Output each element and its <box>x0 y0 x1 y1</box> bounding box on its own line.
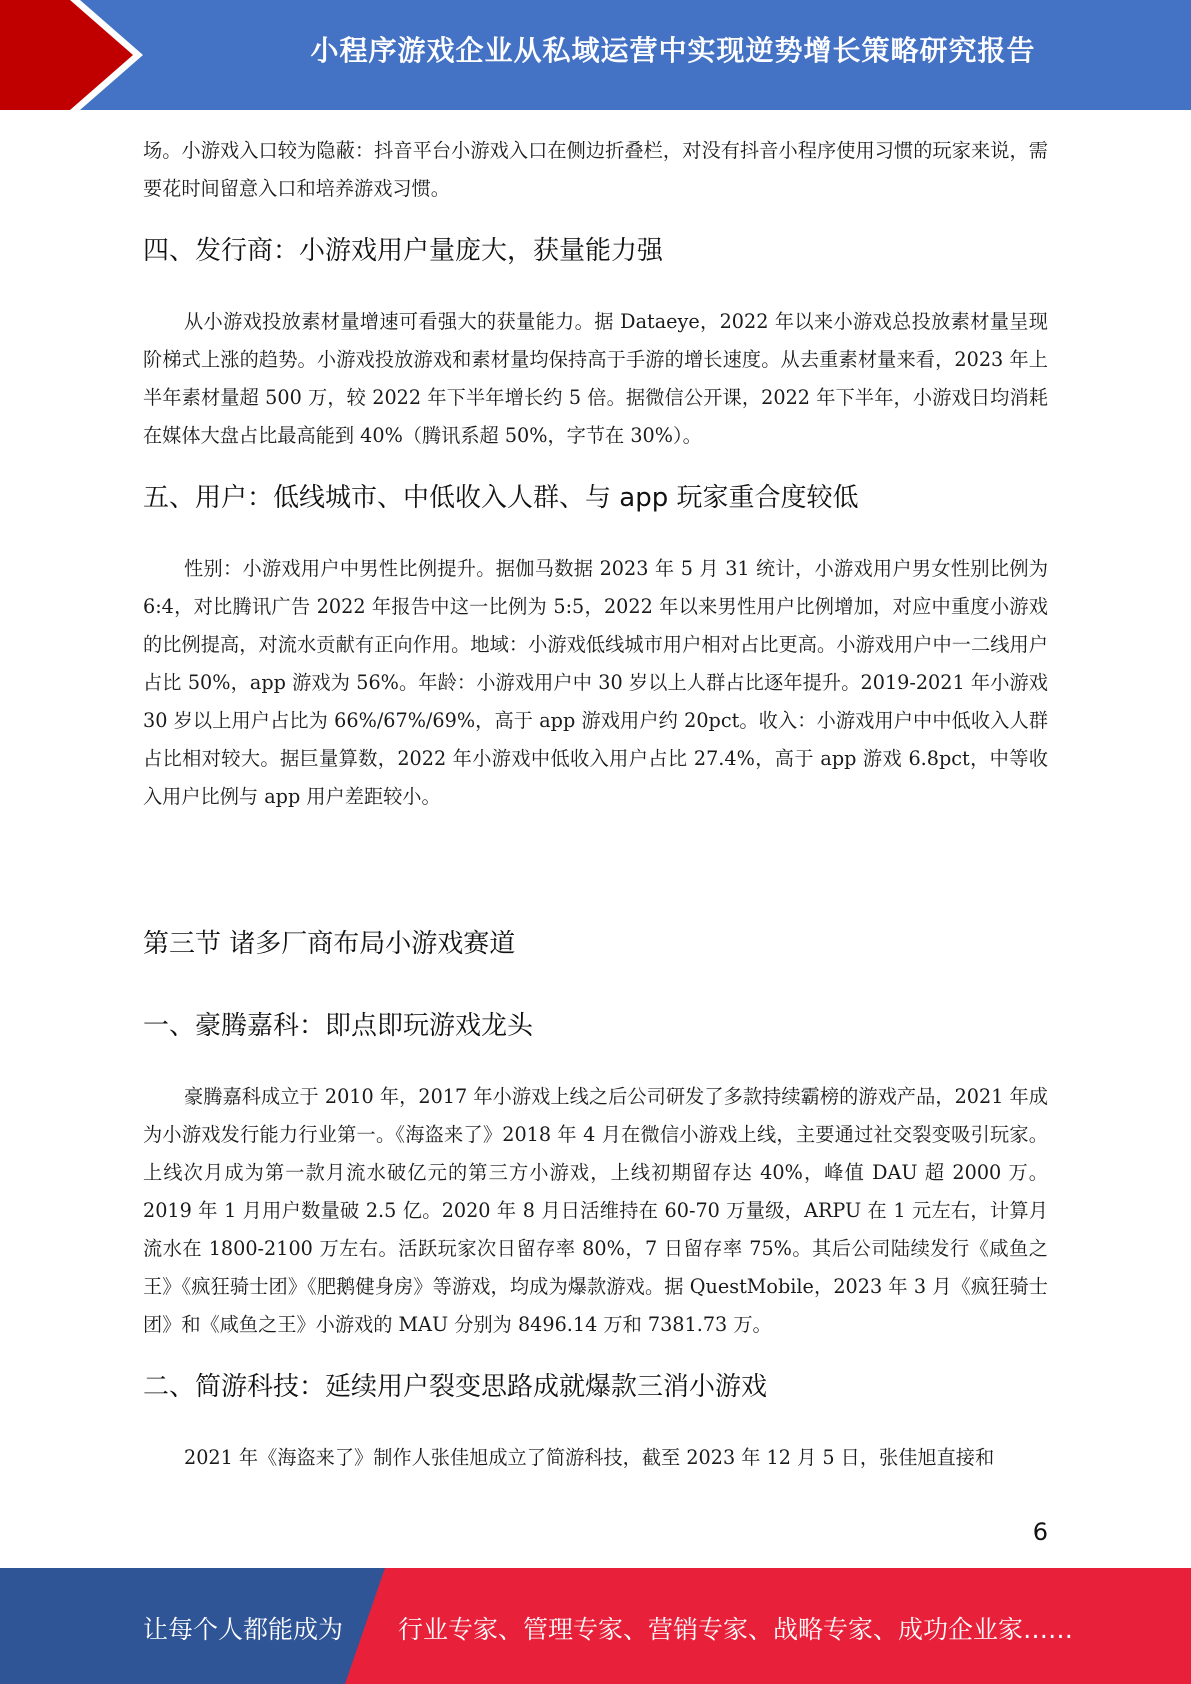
heading-haoteng: 一、豪腾嘉科：即点即玩游戏龙头 <box>143 1011 534 1041</box>
paragraph-intro-continuation: 场。小游戏入口较为隐蔽：抖音平台小游戏入口在侧边折叠栏，对没有抖音小程序使用习惯的玩家来说，需要花时间留意入口和培养游戏习惯。 <box>143 139 1048 200</box>
paragraph-haoteng: 豪腾嘉科成立于 2010 年，2017 年小游戏上线之后公司研发了多款持续霸榜的游戏产品，2021 年成为小游戏发行能力行业第一。《海盗来了》2018 年 4 月在微信小游戏上线，主要通过社交裂变吸引玩家。上线次月成为第一款月流水破亿元的第三方小游戏，上线初期留存达 40%，峰值 DAU 超 2000 万。2019 年 1 月用户数量破 2.5 亿。2020 年 8 月日活维持在 60-70 万量级，ARPU 在 1 元左右，计算月流水在 1800-2100 万左右。活跃玩家次日留存率 80%，7 日留存率 75%。其后公司陆续发行《咸鱼之王》《疯狂骑士团》《肥鹅健身房》等游戏，均成为爆款游戏。据 QuestMobile，2023 年 3 月《疯狂骑士团》和《咸鱼之王》小游戏的 MAU 分别为 8496.14 万和 7381.73 万。 <box>143 1085 1048 1336</box>
heading-publishers: 四、发行商：小游戏用户量庞大，获量能力强 <box>143 236 664 266</box>
report-title: 小程序游戏企业从私域运营中实现逆势增长策略研究报告 <box>310 34 1036 67</box>
heading-users: 五、用户：低线城市、中低收入人群、与 app 玩家重合度较低 <box>143 483 859 513</box>
section-three-title: 第三节 诸多厂商布局小游戏赛道 <box>143 929 516 959</box>
footer-slogan-left: 让每个人都能成为 <box>143 1615 344 1644</box>
footer-slogan-right: 行业专家、管理专家、营销专家、战略专家、成功企业家…… <box>398 1615 1074 1644</box>
page-footer <box>0 1568 1191 1684</box>
paragraph-publishers: 从小游戏投放素材量增速可看强大的获量能力。据 Dataeye，2022 年以来小游戏总投放素材量呈现阶梯式上涨的趋势。小游戏投放游戏和素材量均保持高于手游的增长速度。从去重素材量来看，2023 年上半年素材量超 500 万，较 2022 年下半年增长约 5 倍。据微信公开课，2022 年下半年，小游戏日均消耗在媒体大盘占比最高能到 40%（腾讯系超 50%，字节在 30%）。 <box>143 310 1048 447</box>
paragraph-jianyou: 2021 年《海盗来了》制作人张佳旭成立了简游科技，截至 2023 年 12 月 5 日，张佳旭直接和 <box>184 1446 995 1469</box>
paragraph-users: 性别：小游戏用户中男性比例提升。据伽马数据 2023 年 5 月 31 统计，小游戏用户男女性别比例为 6:4，对比腾讯广告 2022 年报告中这一比例为 5:5，2022 年以来男性用户比例增加，对应中重度小游戏的比例提高，对流水贡献有正向作用。地域：小游戏低线城市用户相对占比更高。小游戏用户中一二线用户占比 50%，app 游戏为 56%。年龄：小游戏用户中 30 岁以上人群占比逐年提升。2019-2021 年小游戏 30 岁以上用户占比为 66%/67%/69%，高于 app 游戏用户约 20pct。收入：小游戏用户中中低收入人群占比相对较大。据巨量算数，2022 年小游戏中低收入用户占比 27.4%，高于 app 游戏 6.8pct，中等收入用户比例与 app 用户差距较小。 <box>143 557 1048 808</box>
header-arrow-decoration <box>0 0 160 110</box>
page-number: 6 <box>1032 1518 1048 1546</box>
page-header <box>0 0 1191 110</box>
heading-jianyou: 二、简游科技：延续用户裂变思路成就爆款三消小游戏 <box>143 1372 768 1402</box>
page-body <box>143 132 1048 1477</box>
